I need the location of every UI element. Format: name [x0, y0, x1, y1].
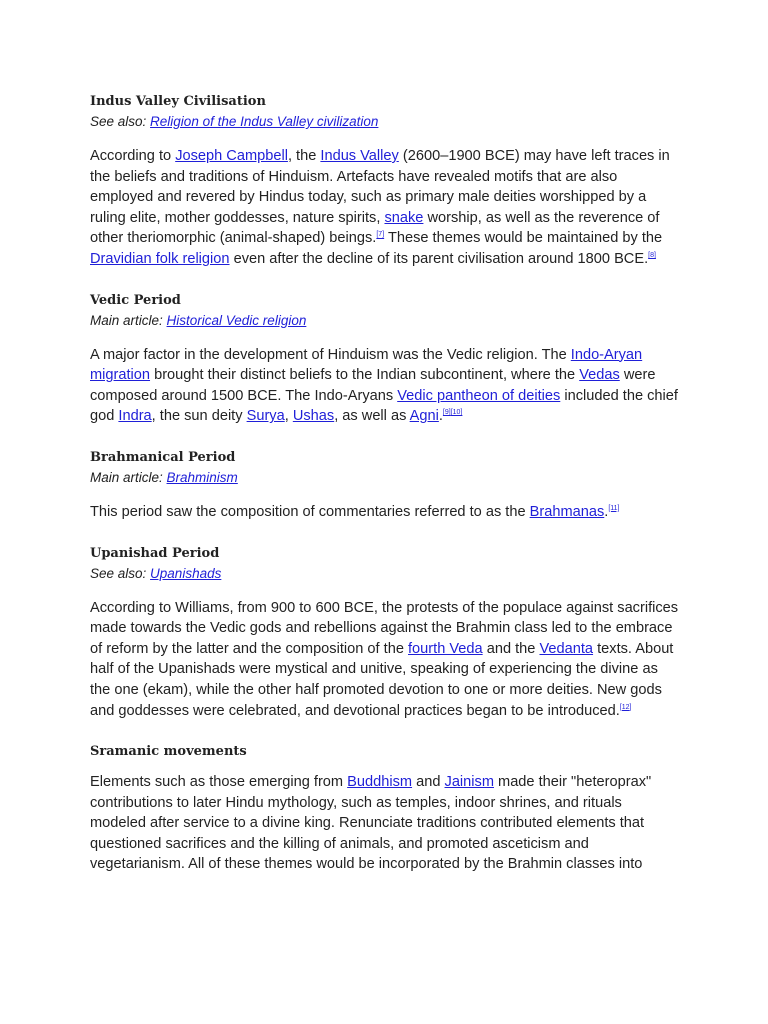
text: A major factor in the development of Hinduism was the Vedic religion. The	[90, 346, 571, 363]
section-brahmanical-period	[90, 448, 680, 523]
article-body	[90, 92, 680, 896]
reference-sup	[648, 252, 656, 259]
link-brahmanas[interactable]: Brahmanas	[529, 503, 605, 520]
note-prefix: Main article:	[90, 312, 167, 328]
link-snake[interactable]: snake	[384, 209, 424, 226]
section-indus-valley	[90, 92, 680, 270]
main-article-link[interactable]: Brahminism	[166, 469, 238, 485]
paragraph	[90, 598, 680, 722]
text: worship, as well as the reverence of other theriomorphic (animal-shaped) beings.	[90, 209, 660, 247]
link-indus-valley[interactable]: Indus Valley	[320, 148, 399, 164]
see-also-link[interactable]: Religion of the Indus Valley civilization	[150, 114, 379, 129]
paragraph	[90, 772, 680, 875]
link-jainism[interactable]: Jainism	[444, 774, 494, 791]
see-also-note	[90, 112, 680, 132]
text: These themes would be maintained by the	[384, 230, 663, 247]
link-buddhism[interactable]: Buddhism	[347, 774, 413, 791]
text: were composed around 1500 BCE. The Indo-Aryans	[90, 367, 656, 404]
text: and the	[482, 640, 540, 657]
link-indra[interactable]: Indra	[118, 408, 152, 425]
reference-sup	[376, 232, 384, 239]
link-fourth-veda[interactable]: fourth Veda	[408, 640, 483, 657]
text: and	[412, 774, 445, 791]
text: Elements such as those emerging from	[90, 774, 348, 791]
section-upanishad-period	[90, 544, 680, 722]
paragraph	[90, 345, 680, 427]
reference-link[interactable]: [12]	[619, 703, 632, 711]
link-indo-aryan-migration[interactable]: Indo-Aryan migration	[90, 346, 643, 384]
text: .	[604, 503, 609, 520]
text: , the sun deity	[151, 408, 247, 425]
text: texts. About half of the Upanishads were mystical and unitive, speaking of experiencing the divine as the one (ekam), while the other half promoted devotion to one or more deities. New gods and goddesses were celebrated, and devotional practices began to be introduced.	[90, 640, 674, 719]
link-surya[interactable]: Surya	[246, 408, 285, 425]
link-vedanta[interactable]: Vedanta	[539, 640, 594, 657]
text: (2600–1900 BCE) may have left traces in the beliefs and traditions of Hinduism. Artefacts have revealed motifs that are also employed and revered by Hindus today, such as primary male deities worshipped by a ruling elite, mother goddesses, nature spirits,	[90, 148, 670, 226]
reference-link[interactable]: [9]	[442, 409, 451, 417]
reference-link[interactable]: [7]	[376, 231, 385, 239]
text: made their "heteroprax" contributions to later Hindu mythology, such as temples, indoor shrines, and rituals modeled after service to a divine king. Renunciate traditions contributed elements that questioned sacrifices and the killing of animals, and promoted asceticism and vegetarianism. All of these themes would be incorporated by the Brahmin classes into	[90, 774, 652, 873]
text: , as well as	[334, 408, 410, 425]
section-heading: Upanishad Period	[90, 545, 220, 561]
note-prefix: See also:	[90, 565, 151, 581]
reference-sup	[608, 505, 619, 512]
link-dravidian-folk-religion[interactable]: Dravidian folk religion	[90, 250, 230, 267]
paragraph	[90, 146, 680, 270]
reference-sup	[620, 704, 632, 711]
note-prefix: See also:	[90, 114, 151, 129]
section-vedic-period	[90, 291, 680, 427]
reference-link[interactable]: [10]	[450, 409, 463, 417]
main-article-note	[90, 311, 680, 331]
text: ,	[284, 408, 293, 425]
section-heading: Indus Valley Civilisation	[90, 94, 266, 109]
reference-sup	[443, 409, 462, 416]
link-vedas[interactable]: Vedas	[579, 367, 620, 384]
link-vedic-pantheon[interactable]: Vedic pantheon of deities	[397, 387, 561, 404]
link-agni[interactable]: Agni	[409, 408, 439, 425]
see-also-note	[90, 564, 680, 584]
note-prefix: Main article:	[90, 469, 167, 485]
text: This period saw the composition of commentaries referred to as the	[90, 503, 530, 520]
reference-link[interactable]: [8]	[648, 252, 656, 260]
text: , the	[287, 148, 321, 164]
paragraph	[90, 502, 680, 523]
see-also-link[interactable]: Upanishads	[150, 565, 222, 581]
text: According to Williams, from 900 to 600 BCE, the protests of the populace against sacrifices made towards the Vedic gods and rebellions against the Brahmin class led to the embrace of reform by the latter and the composition of the	[90, 599, 679, 657]
section-heading: Vedic Period	[90, 292, 181, 308]
text: According to	[90, 148, 176, 164]
section-heading: Brahmanical Period	[90, 449, 236, 465]
main-article-note	[90, 468, 680, 488]
text: .	[438, 408, 443, 425]
section-sramanic-movements	[90, 742, 680, 875]
text: included the chief god	[90, 387, 678, 425]
section-heading: Sramanic movements	[90, 744, 247, 760]
text: brought their distinct beliefs to the Indian subcontinent, where the	[150, 367, 580, 384]
link-joseph-campbell[interactable]: Joseph Campbell	[175, 148, 288, 164]
link-ushas[interactable]: Ushas	[292, 408, 335, 425]
reference-link[interactable]: [11]	[608, 505, 620, 513]
text: even after the decline of its parent civilisation around 1800 BCE.	[229, 250, 649, 267]
main-article-link[interactable]: Historical Vedic religion	[166, 312, 307, 328]
